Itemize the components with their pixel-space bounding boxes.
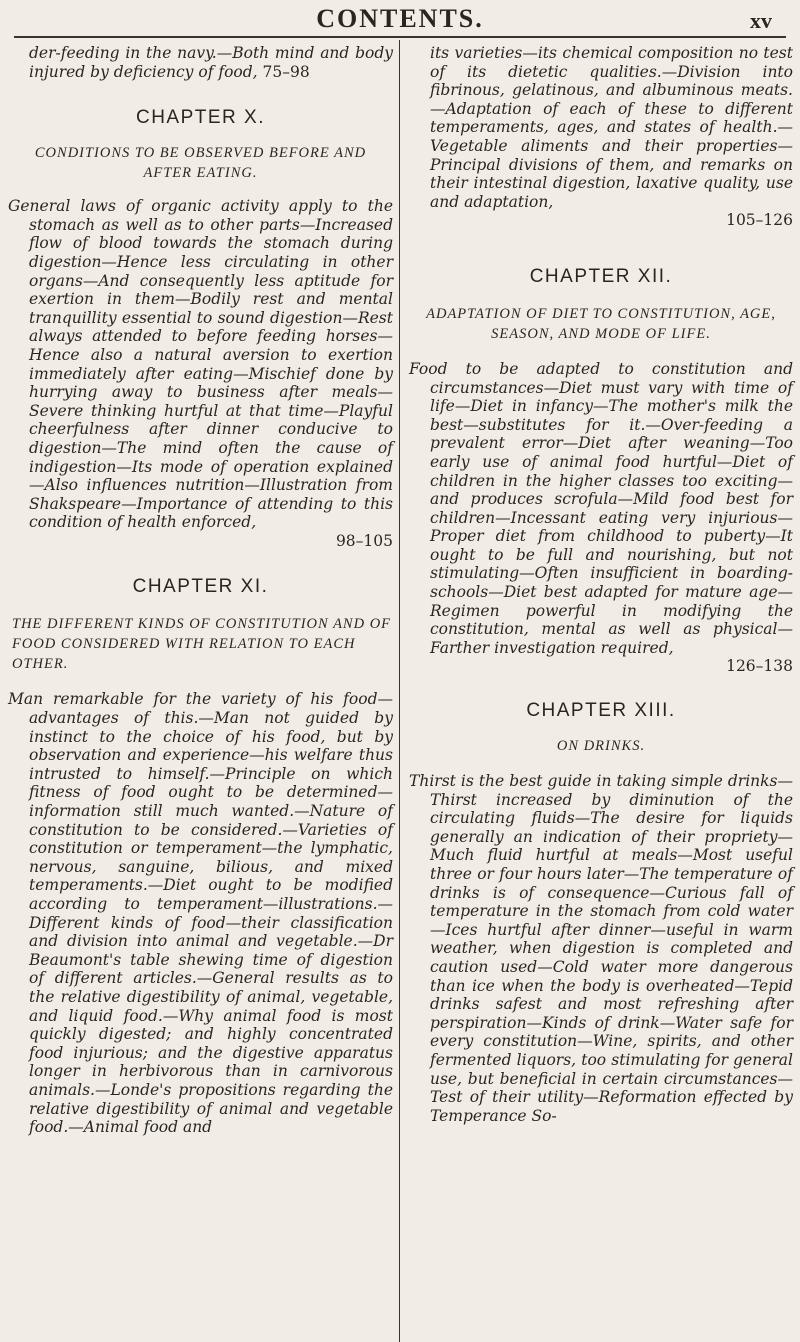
chapter-summary [8, 690, 393, 1136]
continued-entry [8, 44, 393, 81]
page-range: 105–126 [726, 211, 793, 230]
chapter-heading: CHAPTER XI. [132, 576, 269, 598]
chapter-title: ON DRINKS. [556, 738, 646, 755]
chapter-heading: CHAPTER XII. [529, 265, 673, 287]
chapter-heading: CHAPTER X. [135, 107, 266, 129]
running-title: CONTENTS. [316, 4, 484, 33]
chapter-title: ADAPTATION OF DIET TO CONSTITUTION, AGE, SEASON, AND MODE OF LIFE. [426, 305, 776, 342]
chapter-summary [409, 360, 793, 676]
header-rule [14, 36, 786, 38]
summary-text: Thirst is the best guide in taking simple drinks—Thirst increased by diminution of the circulating fluids—The desire for liquids generally an indication of their propriety—Much fluid hurtful at meals—Most useful three or four hours later—The temperature of drinks is of consequence—Curious fall of temperature in the stomach from cold water—Ices hurtful after dinner—useful in warm weather, when digestion is completed and caution used—Cold water more dangerous than ice when the body is overheated—Tepid drinks safest and most refreshing after perspiration—Kinds of drink—Water safe for every constitution—Wine, spirits, and other fermented liquors, too stimulating for general use, but beneficial in certain circumstances—Test of their utility—Reformation effected by Temperance So- [409, 772, 793, 1125]
page-range: 98–105 [335, 531, 393, 550]
page-header [0, 0, 800, 40]
chapter-heading: CHAPTER XIII. [526, 700, 676, 722]
page-range: 75–98 [262, 62, 310, 81]
continued-entry [409, 44, 793, 230]
column-divider [399, 40, 400, 1342]
summary-text: General laws of organic activity apply to the stomach as well as to other parts—Increased flow of blood towards the stomach during digestion—Hence less circulating in other organs—And consequently less aptitude for exertion in them—Bodily rest and mental tranquillity essential to sound digestion—Rest always attended to before feeding horses—Hence also a natural aversion to exertion immediately after eating—Mischief done by hurrying away to business after meals—Severe thinking hurtful at that time—Playful cheerfulness after dinner conducive to digestion—The mind often the cause of indigestion—Its mode of operation explained—Also influences nutrition—Illustration from Shakspeare—Importance of attending to this condition of health enforced, [8, 197, 393, 532]
right-column [409, 44, 793, 1125]
chapter-title: CONDITIONS TO BE OBSERVED BEFORE AND AFTER EATING. [34, 145, 367, 182]
entry-text: its varieties—its chemical composition no test of its dietetic qualities.—Division into fibrinous, gelatinous, and albuminous meats.—Adaptation of each of these to different temperaments, ages, and states of health.—Vegetable aliments and their properties—Principal divisions of them, and remarks on their intestinal digestion, laxative quality, use and adaptation, [430, 44, 793, 211]
page-number: xv [750, 8, 772, 33]
entry-text: der-feeding in the navy.—Both mind and body injured by deficiency of food, [29, 44, 393, 81]
left-column [8, 44, 393, 1137]
summary-text: Man remarkable for the variety of his food—advantages of this.—Man not guided by instinct to the choice of his food, but by observation and experience—his welfare thus intrusted to himself.—Principle on which fitness of food ought to be determined—information still much wanted.—Nature of constitution to be considered.—Varieties of constitution or temperament—the lymphatic, nervous, sanguine, bilious, and mixed temperaments.—Diet ought to be modified according to temperament—illustrations.—Different kinds of food—their classification and division into animal and vegetable.—Dr Beaumont's table shewing time of digestion of different articles.—General results as to the relative digestibility of animal, vegetable, and liquid food.—Why animal food is most quickly digested; and highly concentrated food injurious; and the digestive apparatus longer in herbivorous than in carnivorous animals.—Londe's propositions regarding the relative digestibility of animal and vegetable food.—Animal food and [8, 690, 393, 1137]
chapter-summary [8, 197, 393, 550]
chapter-summary [409, 772, 793, 1125]
summary-text: Food to be adapted to constitution and circumstances—Diet must vary with time of life—Diet in infancy—The mother's milk the best—substitutes for it.—Over-feeding a prevalent error—Diet after weaning—Too early use of animal food hurtful—Diet of children in the higher classes too exciting—and produces scrofula—Mild food best for children—Incessant eating very injurious—Proper diet from childhood to puberty—It ought to be full and nourishing, but not stimulating—Often insufficient in boarding-schools—Diet best adapted for mature age—Regimen powerful in modifying the constitution, mental as well as physical—Farther investigation required, [409, 359, 793, 657]
chapter-title: THE DIFFERENT KINDS OF CONSTITUTION AND OF FOOD CONSIDERED WITH RELATION TO EACH OTHER. [12, 616, 392, 673]
page-range: 126–138 [726, 657, 793, 676]
